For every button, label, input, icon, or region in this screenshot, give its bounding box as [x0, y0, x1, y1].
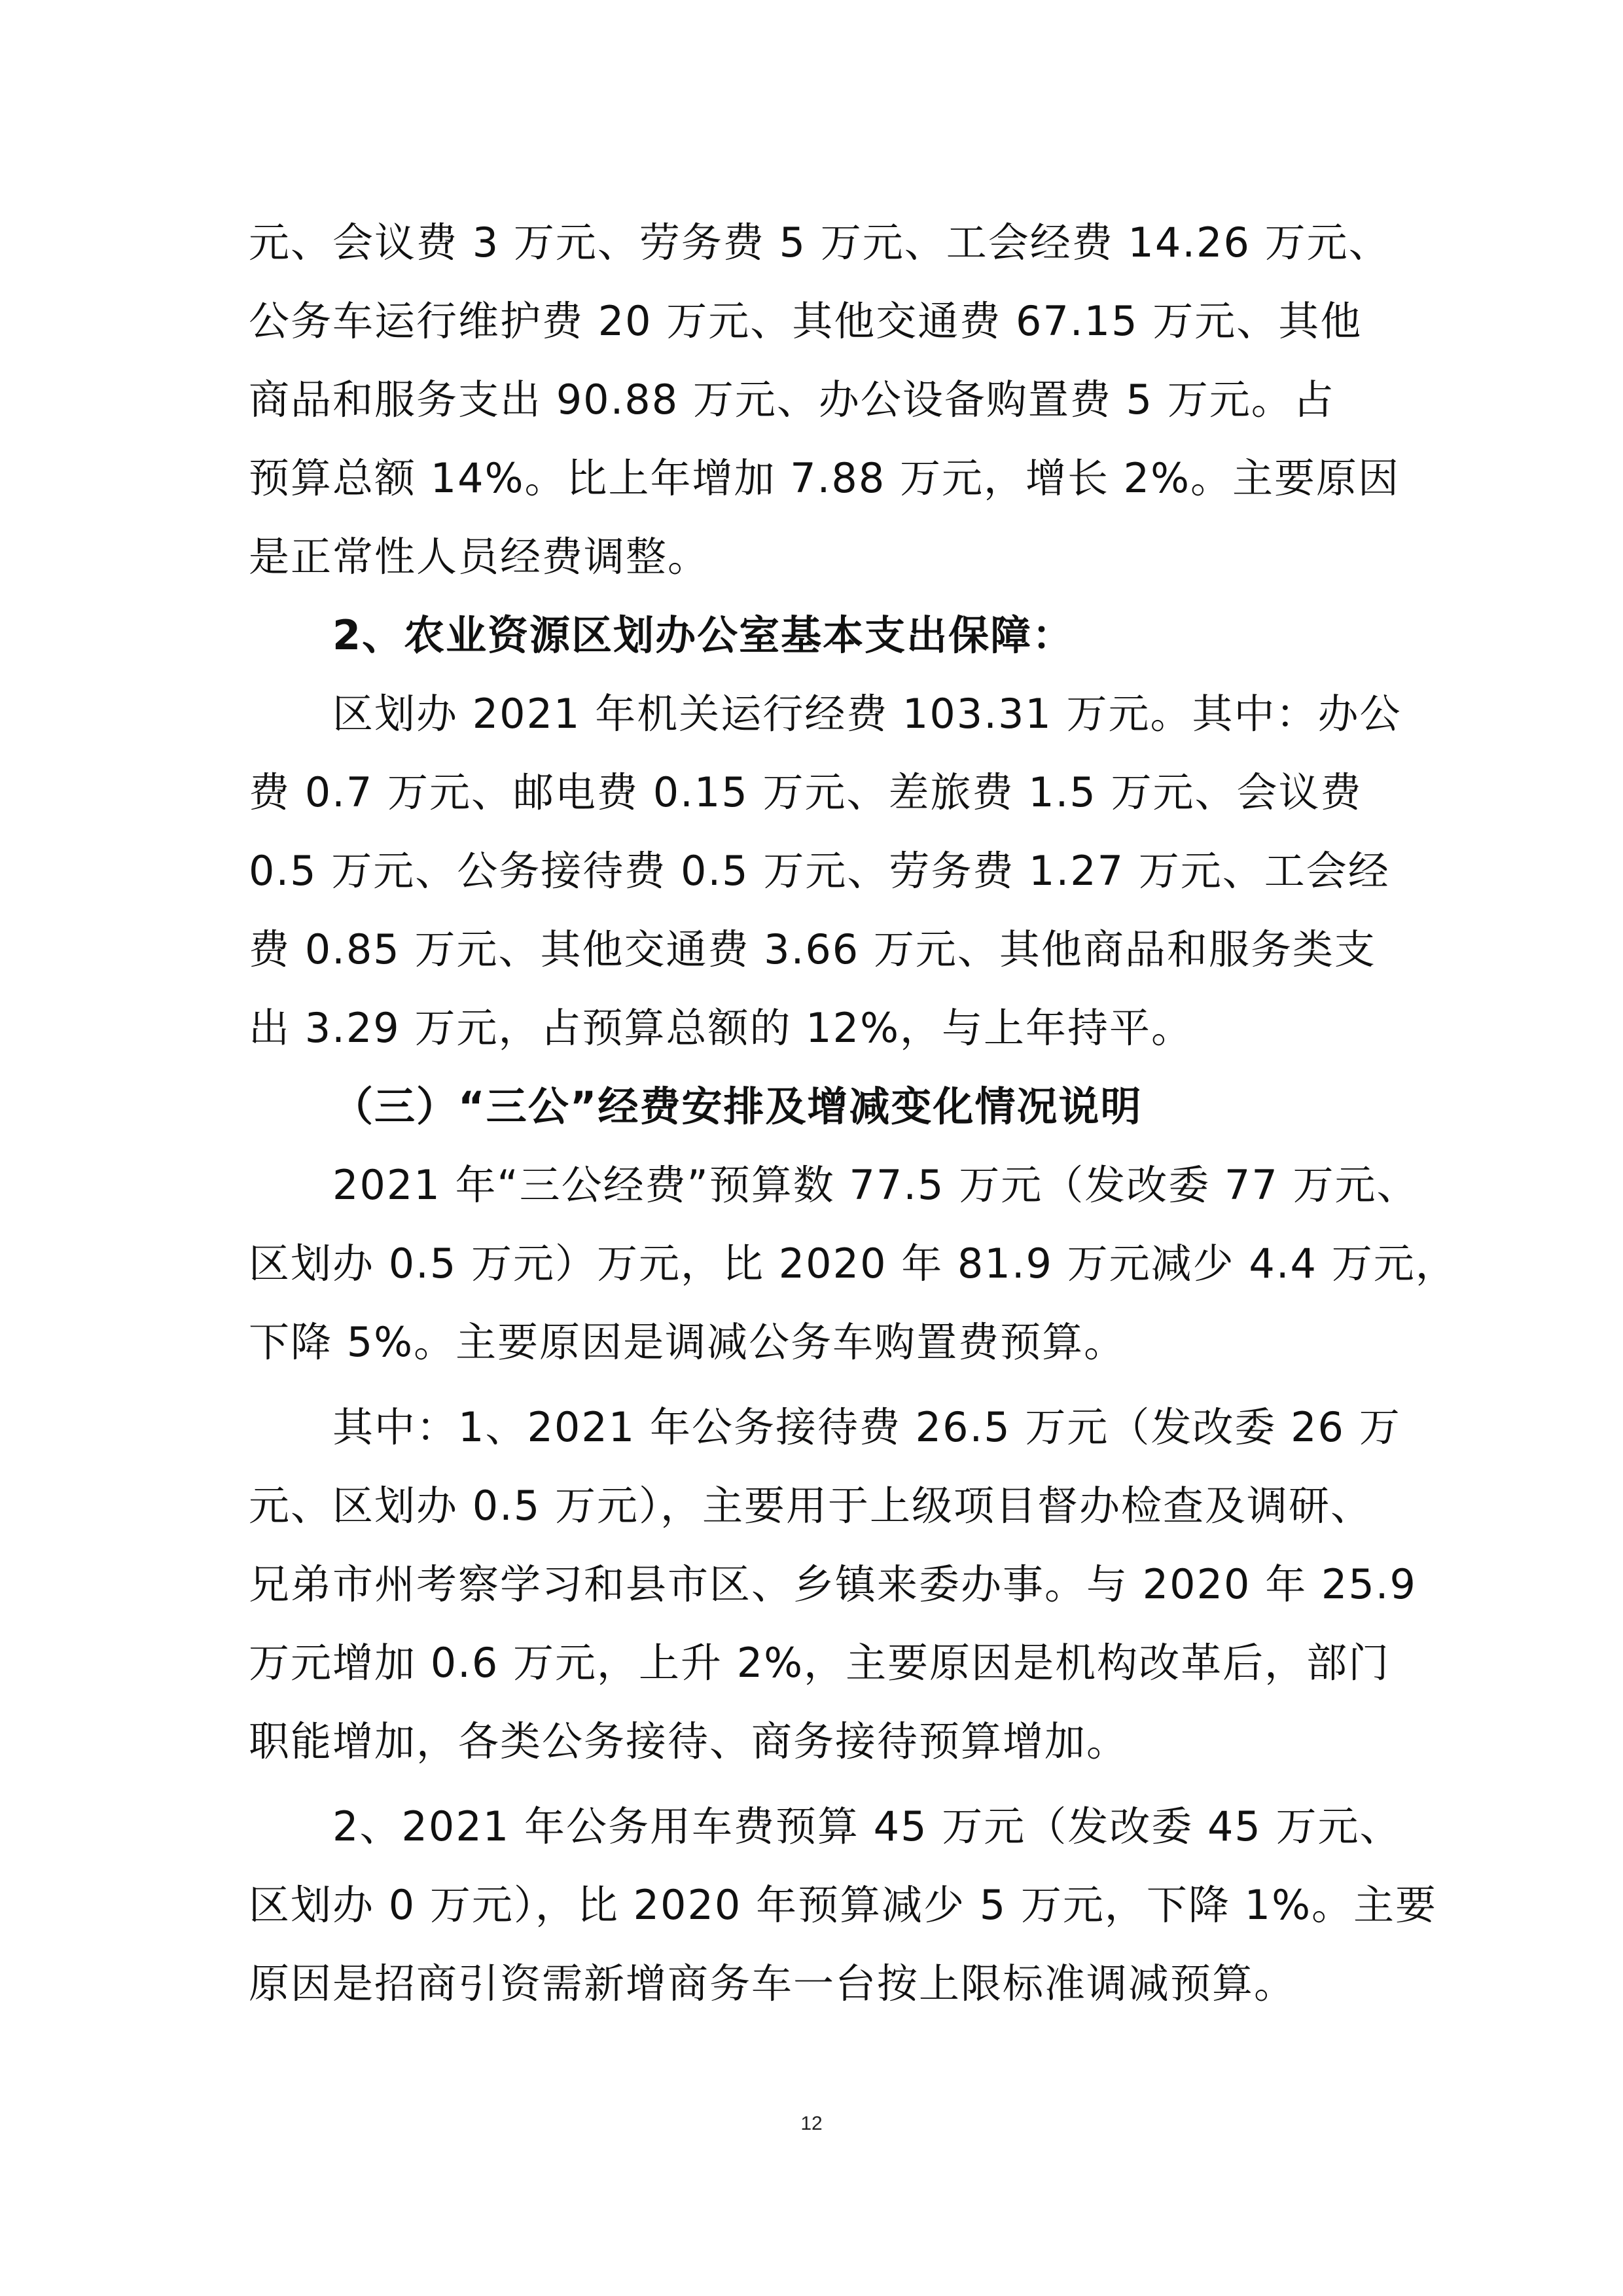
paragraph-line: 费 0.7 万元、邮电费 0.15 万元、差旅费 1.5 万元、会议费 — [249, 768, 1363, 816]
section-heading: （三）“三公”经费安排及增减变化情况说明 — [332, 1083, 1143, 1130]
paragraph-line: 预算总额 14%。比上年增加 7.88 万元，增长 2%。主要原因 — [249, 454, 1400, 502]
paragraph-line: 元、会议费 3 万元、劳务费 5 万元、工会经费 14.26 万元、 — [249, 219, 1391, 266]
paragraph-line: 费 0.85 万元、其他交通费 3.66 万元、其他商品和服务类支 — [249, 925, 1376, 973]
section-heading: 2、农业资源区划办公室基本支出保障： — [332, 611, 1075, 659]
paragraph-line: 其中：1、2021 年公务接待费 26.5 万元（发改委 26 万 — [332, 1403, 1401, 1451]
paragraph-line: 出 3.29 万元，占预算总额的 12%，与上年持平。 — [249, 1004, 1193, 1052]
page-number: 12 — [800, 2113, 823, 2134]
paragraph-line: 区划办 2021 年机关运行经费 103.31 万元。其中：办公 — [332, 690, 1402, 738]
paragraph-line: 元、区划办 0.5 万元），主要用于上级项目督办检查及调研、 — [249, 1482, 1373, 1530]
paragraph-line: 下降 5%。主要原因是调减公务车购置费预算。 — [249, 1318, 1126, 1366]
paragraph-line: 兄弟市州考察学习和县市区、乡镇来委办事。与 2020 年 25.9 — [249, 1560, 1417, 1608]
paragraph-line: 原因是招商引资需新增商务车一台按上限标准调减预算。 — [249, 1960, 1296, 2007]
paragraph-line: 职能增加，各类公务接待、商务接待预算增加。 — [249, 1717, 1129, 1765]
paragraph-line: 商品和服务支出 90.88 万元、办公设备购置费 5 万元。占 — [249, 376, 1335, 423]
paragraph-line: 区划办 0 万元），比 2020 年预算减少 5 万元，下降 1%。主要 — [249, 1881, 1437, 1929]
paragraph-line: 万元增加 0.6 万元，上升 2%，主要原因是机构改革后，部门 — [249, 1639, 1391, 1687]
paragraph-line: 公务车运行维护费 20 万元、其他交通费 67.15 万元、其他 — [249, 297, 1363, 345]
paragraph-line: 是正常性人员经费调整。 — [249, 533, 710, 581]
paragraph-line: 区划办 0.5 万元）万元，比 2020 年 81.9 万元减少 4.4 万元， — [249, 1240, 1457, 1287]
paragraph-line: 0.5 万元、公务接待费 0.5 万元、劳务费 1.27 万元、工会经 — [249, 847, 1390, 895]
paragraph-line: 2、2021 年公务用车费预算 45 万元（发改委 45 万元、 — [332, 1803, 1402, 1850]
paragraph-line: 2021 年“三公经费”预算数 77.5 万元（发改委 77 万元、 — [332, 1161, 1419, 1209]
